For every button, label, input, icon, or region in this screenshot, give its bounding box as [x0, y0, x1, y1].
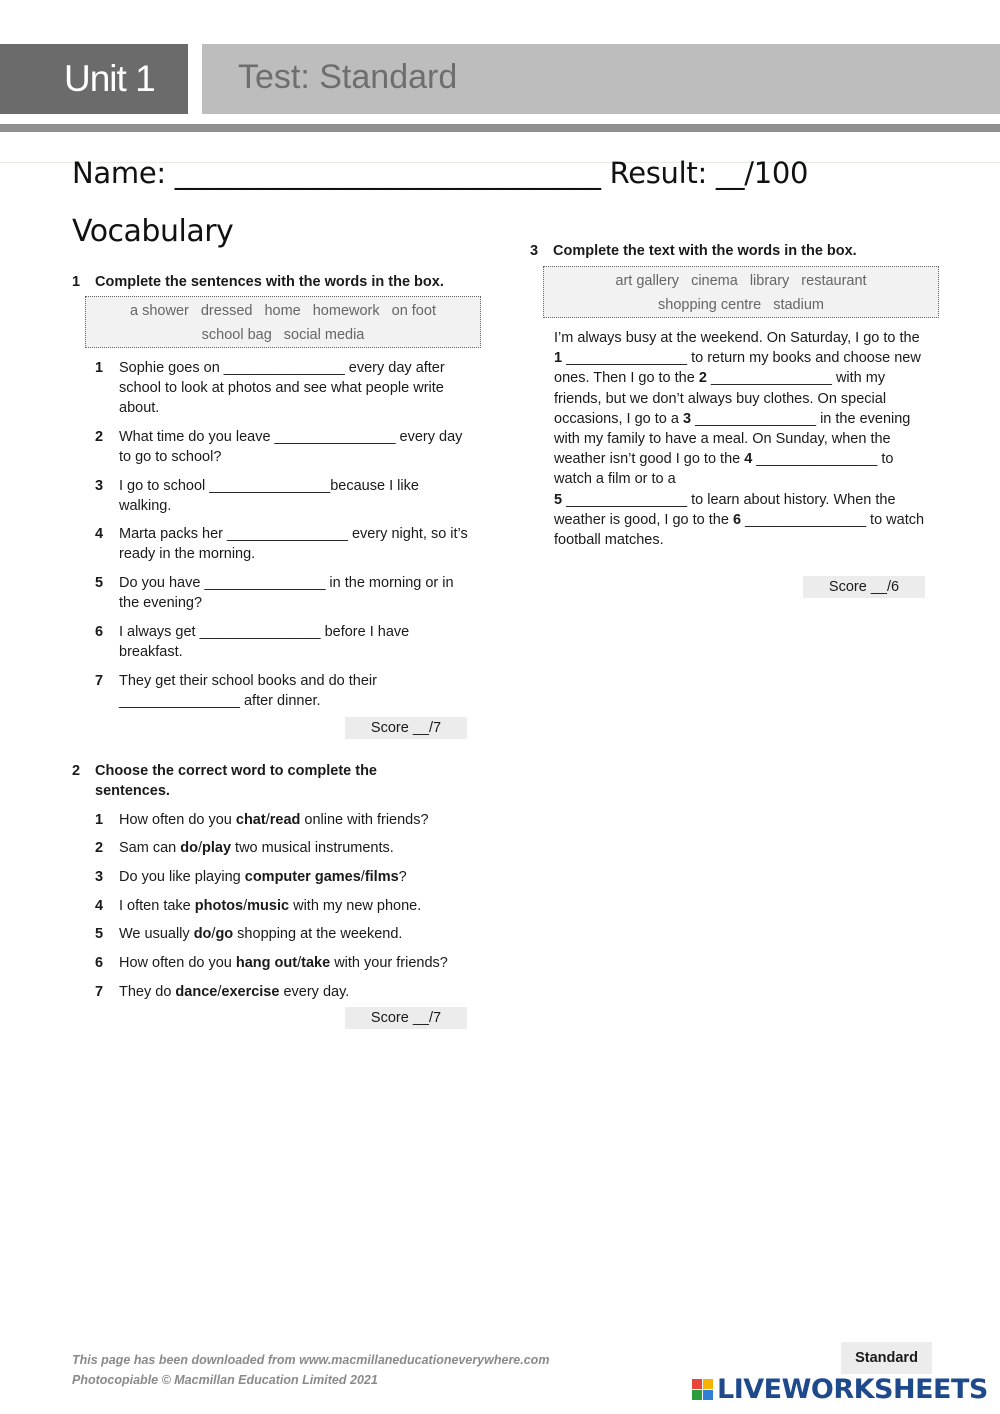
item-number: 6: [95, 955, 104, 971]
q1-item[interactable]: [95, 476, 475, 516]
q2-item[interactable]: 4 I often take photos/music with my new phone.: [95, 898, 422, 914]
option-1[interactable]: hang out: [235, 955, 298, 971]
option-2[interactable]: go: [215, 926, 234, 942]
q2-heading: [72, 761, 432, 801]
text-segment: _______________ to watch a film or to a: [554, 451, 894, 488]
q3-text[interactable]: [554, 328, 930, 550]
item-text: I always get _______________ before I have breakfast.: [119, 624, 410, 660]
item-text: with my new phone.: [289, 898, 422, 914]
q2-instruction: Choose the correct word to complete the sentences.: [95, 763, 377, 799]
option-1[interactable]: do: [180, 840, 198, 856]
item-number: 5: [95, 575, 104, 591]
word: dressed: [200, 303, 253, 319]
item-text: We usually: [119, 926, 194, 942]
item-text: I go to school _______________because I like walking.: [119, 478, 419, 514]
q1-score: Score __/7: [345, 717, 467, 739]
word: a shower: [130, 303, 189, 319]
q3-heading: [530, 241, 950, 261]
item-number: 7: [95, 984, 104, 1000]
option-2[interactable]: take: [301, 955, 331, 971]
item-number: 6: [95, 624, 104, 640]
q3-instruction: Complete the text with the words in the box.: [553, 243, 857, 259]
option-1[interactable]: dance: [175, 984, 218, 1000]
unit-label: Unit 1: [0, 44, 188, 114]
item-number: 2: [95, 840, 104, 856]
option-1[interactable]: do: [193, 926, 212, 942]
text-segment: _______________ in the evening with my family to have a meal. On Sunday, when the weather isn’t good I go to the: [554, 410, 911, 468]
q2-item[interactable]: 1 How often do you chat/read online with friends?: [95, 812, 429, 828]
item-number: 7: [95, 673, 104, 689]
item-text: Do you have _______________ in the morning or in the evening?: [119, 575, 454, 611]
item-text: online with friends?: [300, 812, 429, 828]
gap-number: 2: [698, 370, 707, 387]
word: school bag: [201, 327, 272, 343]
level-badge: Standard: [841, 1342, 932, 1374]
option-2[interactable]: play: [202, 840, 232, 856]
gap-number: 5: [554, 491, 563, 508]
word: library: [749, 273, 790, 289]
brand-text: LIVEWORKSHEETS: [717, 1374, 988, 1405]
q2-item[interactable]: 3 Do you like playing computer games/films?: [95, 869, 407, 885]
gap-number: 6: [732, 511, 742, 528]
q3-word-box: [543, 266, 939, 318]
word: social media: [283, 327, 365, 343]
q2-item[interactable]: 7 They do dance/exercise every day.: [95, 984, 350, 1000]
item-number: 4: [95, 898, 104, 914]
text-segment: _______________ to watch football matches.: [554, 511, 925, 549]
q2-score: Score __/7: [345, 1007, 467, 1029]
word: restaurant: [801, 273, 867, 289]
liveworksheets-icon: [692, 1379, 714, 1401]
item-text: Sam can: [119, 840, 181, 856]
item-number: 3: [95, 478, 104, 494]
q1-word-box: [85, 296, 481, 348]
q1-item[interactable]: [95, 671, 475, 711]
item-number: 3: [95, 869, 104, 885]
word: home: [264, 303, 301, 319]
q1-item[interactable]: [95, 427, 475, 467]
text-segment: _______________ to learn about history. When the weather is good, I go to the: [554, 491, 896, 528]
word: art gallery: [615, 273, 680, 289]
word: on foot: [391, 303, 436, 319]
item-text: They do: [119, 984, 176, 1000]
item-text: They get their school books and do their _______________ after dinner.: [119, 673, 377, 709]
item-text: How often do you: [119, 812, 236, 828]
test-title: Test: Standard: [202, 44, 1000, 114]
item-text: Do you like playing: [119, 869, 245, 885]
section-title: Vocabulary: [72, 214, 234, 249]
footer-download-note: This page has been downloaded from www.macmillaneducationeverywhere.com: [72, 1353, 550, 1367]
item-text: Sophie goes on _______________ every day after school to look at photos and see what people write about.: [119, 360, 445, 416]
text-segment: _______________ to return my books and choose new ones. Then I go to the: [554, 350, 921, 387]
q3-score: Score __/6: [803, 576, 925, 598]
q2-number: 2: [72, 763, 81, 779]
option-1[interactable]: computer games: [244, 869, 361, 885]
option-2[interactable]: read: [269, 812, 301, 828]
item-text: ?: [398, 869, 407, 885]
q2-item[interactable]: 2 Sam can do/play two musical instruments.: [95, 840, 394, 856]
liveworksheets-logo[interactable]: [692, 1374, 988, 1406]
word: shopping centre: [658, 297, 762, 313]
footer: [72, 1350, 549, 1390]
item-text: What time do you leave _______________ every day to go to school?: [119, 429, 463, 465]
text-segment: I’m always busy at the weekend. On Saturday, I go to the: [554, 330, 920, 346]
option-1[interactable]: photos: [194, 898, 244, 914]
name-result-line[interactable]: Name: ______________________________ Result: __/100: [72, 156, 809, 190]
text-segment: _______________ with my friends, but we don’t always buy clothes. On special occasions, I go to a: [554, 370, 887, 427]
item-text: I often take: [119, 898, 195, 914]
gap-number: 3: [682, 410, 692, 427]
q2-item[interactable]: 6 How often do you hang out/take with your friends?: [95, 955, 448, 971]
q2-item[interactable]: 5 We usually do/go shopping at the weekend.: [95, 926, 403, 942]
q1-item[interactable]: [95, 622, 475, 662]
item-text: How often do you: [119, 955, 236, 971]
q1-instruction: Complete the sentences with the words in the box.: [95, 274, 444, 290]
item-number: 2: [95, 429, 104, 445]
option-2[interactable]: films: [364, 869, 399, 885]
item-number: 4: [95, 526, 104, 542]
gap-number: 1: [554, 350, 563, 367]
q3-number: 3: [530, 243, 539, 259]
q1-number: 1: [72, 274, 81, 290]
footer-copyright: Photocopiable © Macmillan Education Limited 2021: [72, 1373, 378, 1387]
item-number: 1: [95, 360, 104, 376]
item-number: 5: [95, 926, 104, 942]
word: homework: [312, 303, 380, 319]
option-1[interactable]: chat: [235, 812, 266, 828]
word: cinema: [691, 273, 738, 289]
word: stadium: [773, 297, 824, 313]
option-2[interactable]: exercise: [221, 984, 280, 1000]
item-number: 1: [95, 812, 104, 828]
item-text: with your friends?: [330, 955, 448, 971]
q1-item[interactable]: [95, 358, 475, 418]
header-rule: [0, 124, 1000, 132]
item-text: two musical instruments.: [231, 840, 394, 856]
item-text: Marta packs her _______________ every night, so it’s ready in the morning.: [119, 526, 468, 562]
option-2[interactable]: music: [247, 898, 290, 914]
q1-item[interactable]: [95, 573, 475, 613]
gap-number: 4: [744, 451, 753, 468]
q1-item[interactable]: [95, 524, 475, 564]
q1-heading: [72, 272, 492, 292]
item-text: shopping at the weekend.: [233, 926, 403, 942]
item-text: every day.: [279, 984, 350, 1000]
